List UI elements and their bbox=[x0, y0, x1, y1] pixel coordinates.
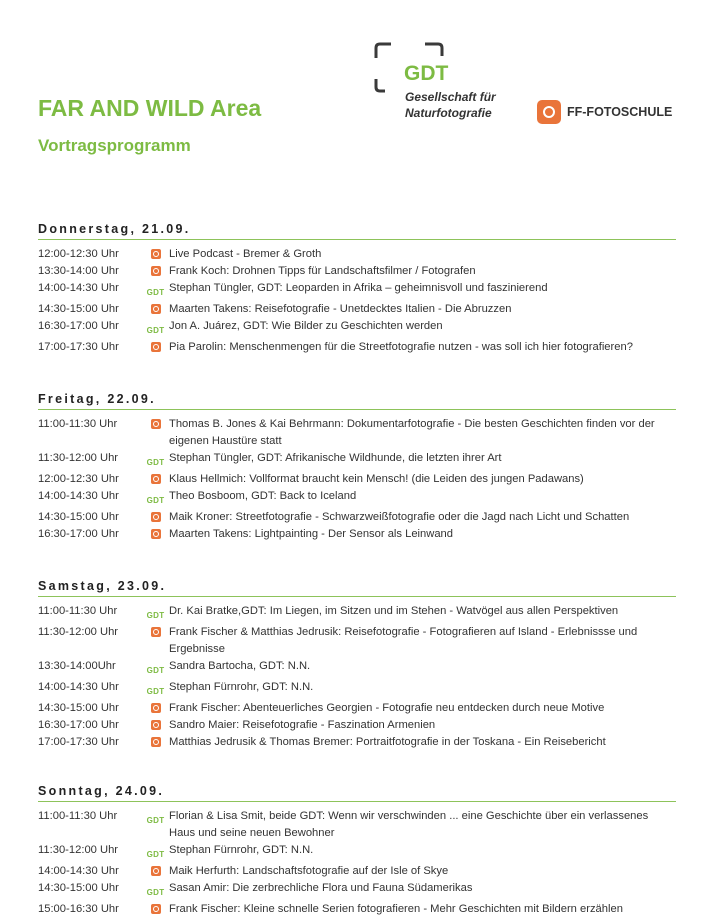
time-slot: 14:30-15:00 Uhr bbox=[38, 303, 119, 315]
ff-badge-icon bbox=[151, 904, 161, 914]
talk-title: Frank Fischer & Matthias Jedrusik: Reisefotografie - Fotografieren auf Island - Erlebnissse und Ergebnisse bbox=[169, 626, 638, 655]
talk-title: Florian & Lisa Smit, beide GDT: Wenn wir verschwinden ... eine Geschichte über ein verlassenes Haus und seine neuen Bewohner bbox=[169, 810, 649, 839]
ff-badge-icon bbox=[151, 474, 161, 484]
organizer-marker bbox=[142, 318, 169, 339]
talk-title: Stephan Fürnrohr, GDT: N.N. bbox=[169, 681, 314, 693]
day-section bbox=[38, 222, 676, 356]
organizer-marker bbox=[142, 339, 169, 356]
ff-badge-icon bbox=[151, 737, 161, 747]
ff-badge-icon bbox=[151, 342, 161, 352]
organizer-marker bbox=[142, 450, 169, 471]
talk-title: Live Podcast - Bremer & Groth bbox=[169, 248, 322, 260]
page-subtitle: Vortragsprogramm bbox=[38, 136, 191, 155]
schedule-row bbox=[38, 658, 676, 679]
time-slot: 14:00-14:30 Uhr bbox=[38, 681, 119, 693]
time-slot: 14:00-14:30 Uhr bbox=[38, 282, 119, 294]
ff-badge-icon bbox=[151, 512, 161, 522]
gdt-badge: GDT bbox=[146, 326, 165, 335]
talk-title: Frank Fischer: Abenteuerliches Georgien - Fotografie neu entdecken durch neue Motive bbox=[169, 702, 605, 714]
talk-title: Klaus Hellmich: Vollformat braucht kein Mensch! (die Leiden des jungen Padawans) bbox=[169, 473, 584, 485]
talk-title: Maik Kroner: Streetfotografie - Schwarzweißfotografie oder die Jagd nach Licht und Schatten bbox=[169, 511, 630, 523]
organizer-marker bbox=[142, 301, 169, 318]
schedule-row bbox=[38, 880, 676, 901]
schedule-row bbox=[38, 488, 676, 509]
schedule-row bbox=[38, 679, 676, 700]
schedule-row bbox=[38, 734, 676, 751]
schedule-row bbox=[38, 450, 676, 471]
time-slot: 14:30-15:00 Uhr bbox=[38, 882, 119, 894]
time-slot: 17:00-17:30 Uhr bbox=[38, 341, 119, 353]
day-heading: Donnerstag, 21.09. bbox=[38, 222, 676, 240]
time-slot: 17:00-17:30 Uhr bbox=[38, 736, 119, 748]
ff-badge-icon bbox=[151, 720, 161, 730]
gdt-badge: GDT bbox=[146, 458, 165, 467]
gdt-logo-line2: Naturfotografie bbox=[405, 106, 492, 120]
organizer-marker bbox=[142, 509, 169, 526]
time-slot: 15:00-16:30 Uhr bbox=[38, 903, 119, 915]
gdt-badge: GDT bbox=[146, 888, 165, 897]
organizer-marker bbox=[142, 263, 169, 280]
organizer-marker bbox=[142, 880, 169, 901]
schedule-row bbox=[38, 842, 676, 863]
talk-title: Maarten Takens: Reisefotografie - Unetdecktes Italien - Die Abruzzen bbox=[169, 303, 512, 315]
time-slot: 11:00-11:30 Uhr bbox=[38, 418, 118, 430]
ff-badge-icon bbox=[151, 266, 161, 276]
organizer-marker bbox=[142, 808, 169, 842]
day-heading: Samstag, 23.09. bbox=[38, 579, 676, 597]
talk-title: Sandro Maier: Reisefotografie - Faszination Armenien bbox=[169, 719, 436, 731]
talk-title: Thomas B. Jones & Kai Behrmann: Dokumentarfotografie - Die besten Geschichten finden vor der eigenen Haustüre statt bbox=[169, 418, 655, 447]
talk-title: Stephan Tüngler, GDT: Afrikanische Wildhunde, die letzten ihrer Art bbox=[169, 452, 502, 464]
organizer-marker bbox=[142, 526, 169, 543]
organizer-marker bbox=[142, 842, 169, 863]
talk-title: Maarten Takens: Lightpainting - Der Sensor als Leinwand bbox=[169, 528, 453, 540]
talk-title: Sasan Amir: Die zerbrechliche Flora und Fauna Südamerikas bbox=[169, 882, 473, 894]
schedule-row bbox=[38, 863, 676, 880]
talk-title: Frank Koch: Drohnen Tipps für Landschaftsfilmer / Fotografen bbox=[169, 265, 476, 277]
time-slot: 12:00-12:30 Uhr bbox=[38, 473, 119, 485]
gdt-badge: GDT bbox=[146, 496, 165, 505]
time-slot: 12:00-12:30 Uhr bbox=[38, 248, 119, 260]
gdt-logo-name: GDT bbox=[404, 62, 449, 85]
day-heading: Sonntag, 24.09. bbox=[38, 784, 676, 802]
gdt-badge: GDT bbox=[146, 611, 165, 620]
organizer-marker bbox=[142, 246, 169, 263]
schedule-row bbox=[38, 246, 676, 263]
talk-title: Pia Parolin: Menschenmengen für die Streetfotografie nutzen - was soll ich hier fotografieren? bbox=[169, 341, 633, 353]
day-section bbox=[38, 784, 676, 918]
schedule-row bbox=[38, 301, 676, 318]
time-slot: 16:30-17:00 Uhr bbox=[38, 719, 119, 731]
schedule-row bbox=[38, 700, 676, 717]
schedule-row bbox=[38, 624, 676, 658]
organizer-marker bbox=[142, 901, 169, 918]
schedule-row bbox=[38, 339, 676, 356]
organizer-marker bbox=[142, 700, 169, 717]
talk-title: Stephan Fürnrohr, GDT: N.N. bbox=[169, 844, 314, 856]
time-slot: 16:30-17:00 Uhr bbox=[38, 320, 119, 332]
organizer-marker bbox=[142, 717, 169, 734]
ff-badge-icon bbox=[151, 866, 161, 876]
ff-badge-icon bbox=[151, 627, 161, 637]
time-slot: 11:30-12:00 Uhr bbox=[38, 844, 119, 856]
time-slot: 11:00-11:30 Uhr bbox=[38, 605, 118, 617]
ff-badge-icon bbox=[151, 304, 161, 314]
organizer-marker bbox=[142, 488, 169, 509]
ff-badge-icon bbox=[151, 249, 161, 259]
talk-title: Stephan Tüngler, GDT: Leoparden in Afrika – geheimnisvoll und faszinierend bbox=[169, 282, 548, 294]
gdt-logo-line1: Gesellschaft für bbox=[405, 90, 496, 104]
time-slot: 11:00-11:30 Uhr bbox=[38, 810, 118, 822]
talk-title: Maik Herfurth: Landschaftsfotografie auf der Isle of Skye bbox=[169, 865, 449, 877]
organizer-marker bbox=[142, 471, 169, 488]
schedule-row bbox=[38, 318, 676, 339]
organizer-marker bbox=[142, 658, 169, 679]
schedule-row bbox=[38, 901, 676, 918]
talk-title: Dr. Kai Bratke,GDT: Im Liegen, im Sitzen und im Stehen - Watvögel aus allen Perspektiven bbox=[169, 605, 619, 617]
gdt-badge: GDT bbox=[146, 850, 165, 859]
ff-logo-name: FF-FOTOSCHULE bbox=[567, 105, 673, 119]
schedule-row bbox=[38, 526, 676, 543]
organizer-marker bbox=[142, 679, 169, 700]
gdt-badge: GDT bbox=[146, 666, 165, 675]
time-slot: 11:30-12:00 Uhr bbox=[38, 626, 119, 638]
talk-title: Frank Fischer: Kleine schnelle Serien fotografieren - Mehr Geschichten mit Bildern erzählen bbox=[169, 903, 623, 915]
day-heading: Freitag, 22.09. bbox=[38, 392, 676, 410]
time-slot: 14:00-14:30 Uhr bbox=[38, 865, 119, 877]
organizer-marker bbox=[142, 280, 169, 301]
schedule-row bbox=[38, 808, 676, 842]
gdt-logo bbox=[374, 42, 514, 127]
gdt-badge: GDT bbox=[146, 816, 165, 825]
ff-badge-icon bbox=[151, 529, 161, 539]
gdt-badge: GDT bbox=[146, 288, 165, 297]
time-slot: 16:30-17:00 Uhr bbox=[38, 528, 119, 540]
organizer-marker bbox=[142, 863, 169, 880]
time-slot: 13:30-14:00Uhr bbox=[38, 660, 116, 672]
schedule-row bbox=[38, 509, 676, 526]
time-slot: 13:30-14:00 Uhr bbox=[38, 265, 119, 277]
organizer-marker bbox=[142, 624, 169, 658]
schedule-row bbox=[38, 471, 676, 488]
ff-badge-icon bbox=[151, 419, 161, 429]
organizer-marker bbox=[142, 603, 169, 624]
talk-title: Jon A. Juárez, GDT: Wie Bilder zu Geschichten werden bbox=[169, 320, 443, 332]
gdt-badge: GDT bbox=[146, 687, 165, 696]
talk-title: Sandra Bartocha, GDT: N.N. bbox=[169, 660, 311, 672]
time-slot: 11:30-12:00 Uhr bbox=[38, 452, 119, 464]
ff-badge-icon bbox=[151, 703, 161, 713]
time-slot: 14:30-15:00 Uhr bbox=[38, 702, 119, 714]
schedule-row bbox=[38, 717, 676, 734]
organizer-marker bbox=[142, 416, 169, 450]
schedule-row bbox=[38, 280, 676, 301]
page-title: FAR AND WILD Area bbox=[38, 95, 262, 121]
talk-title: Theo Bosboom, GDT: Back to Iceland bbox=[169, 490, 357, 502]
day-section bbox=[38, 392, 676, 543]
day-section bbox=[38, 579, 676, 751]
aperture-icon bbox=[537, 100, 561, 124]
talk-title: Matthias Jedrusik & Thomas Bremer: Portraitfotografie in der Toskana - Ein Reisebericht bbox=[169, 736, 606, 748]
schedule-row bbox=[38, 603, 676, 624]
schedule-row bbox=[38, 263, 676, 280]
time-slot: 14:00-14:30 Uhr bbox=[38, 490, 119, 502]
organizer-marker bbox=[142, 734, 169, 751]
time-slot: 14:30-15:00 Uhr bbox=[38, 511, 119, 523]
schedule-row bbox=[38, 416, 676, 450]
